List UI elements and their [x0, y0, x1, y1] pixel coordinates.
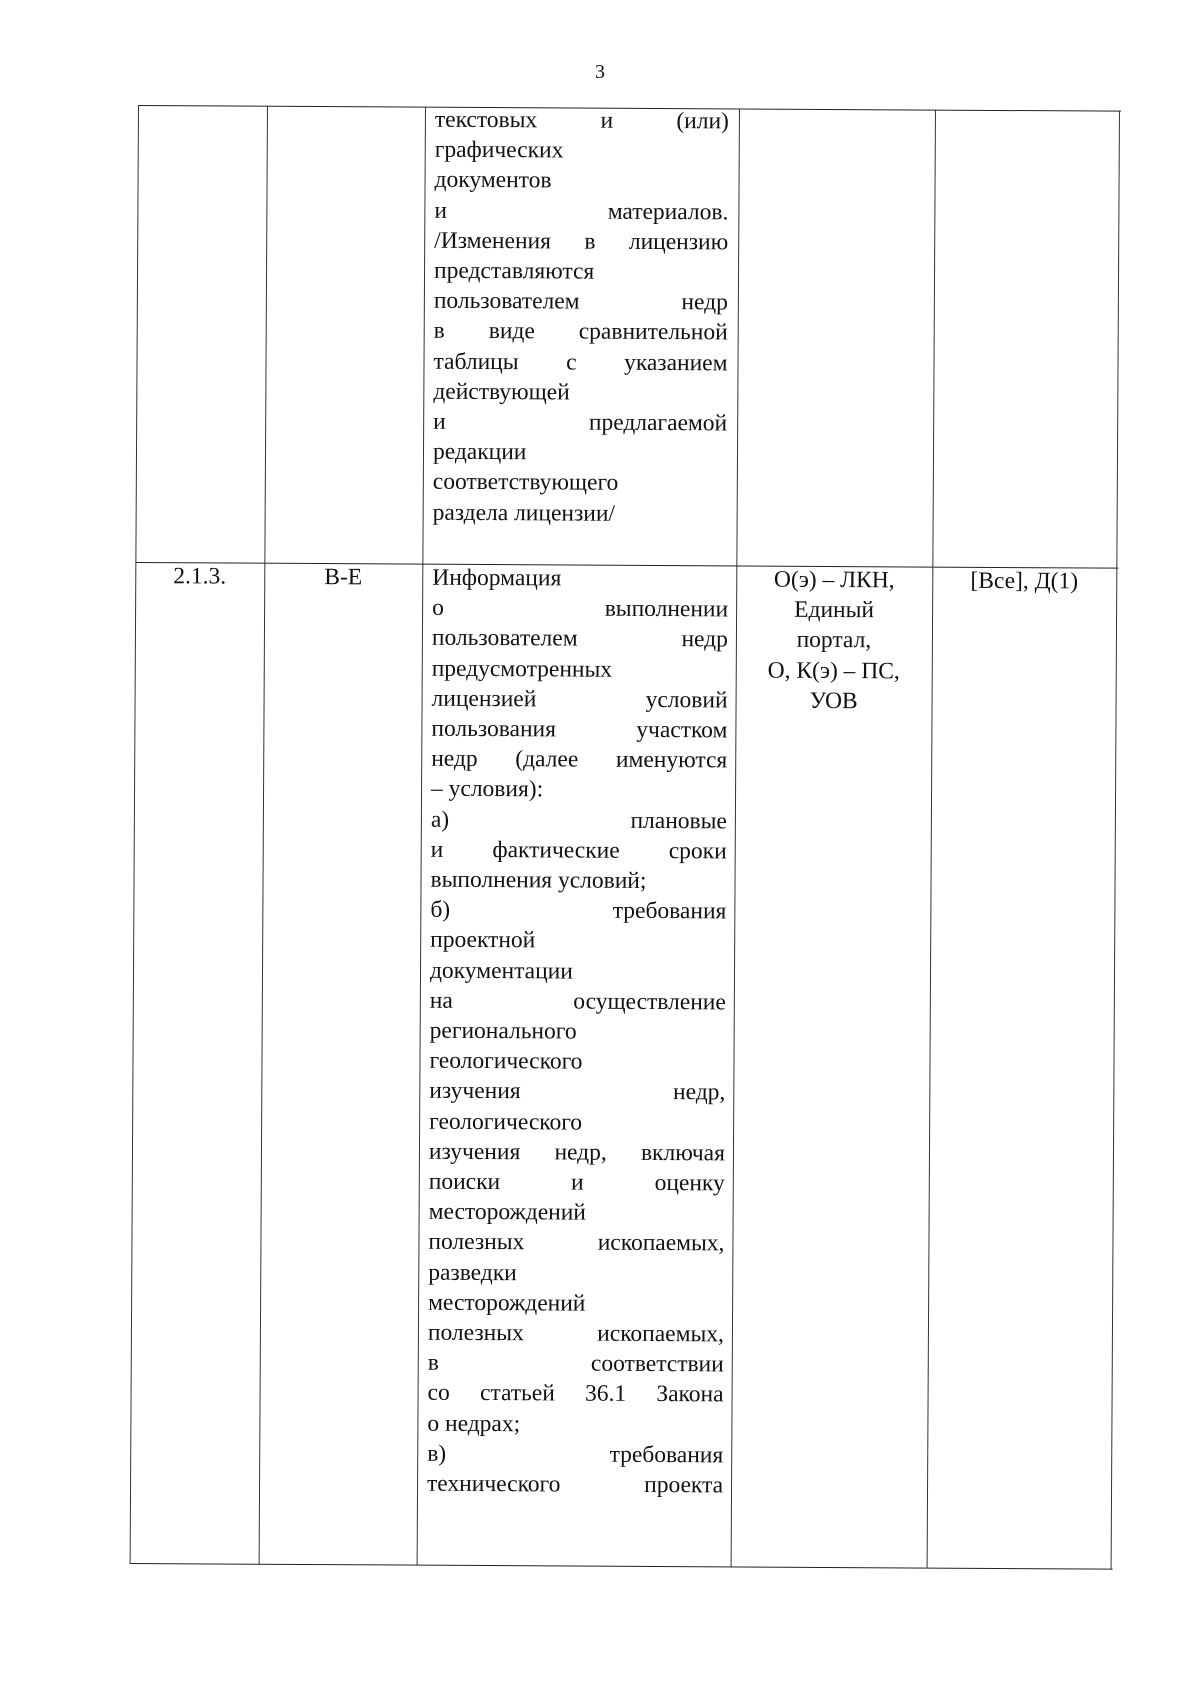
table-cell-number: [135, 105, 267, 563]
cell-text-line: Единый: [794, 596, 875, 624]
cell-text-line: текстовых и (или): [434, 106, 729, 135]
cell-text-line: УОВ: [809, 687, 858, 714]
cell-text-line: действующей: [433, 378, 570, 406]
table-cell-code: В-Е: [324, 564, 363, 591]
cell-text-line: и предлагаемой: [433, 408, 728, 437]
table-cell-description: [433, 105, 729, 530]
cell-text-line: О(э) – ЛКН,: [773, 566, 895, 594]
cell-text-line: раздела лицензии/: [432, 499, 616, 527]
cell-text-line: пользователем недр: [431, 625, 729, 653]
cell-text-line: пользования участком: [431, 715, 728, 744]
cell-text-line: разведки: [428, 1259, 517, 1286]
cell-text-line: выполнения условий;: [430, 866, 647, 894]
cell-text-line: лицензией условий: [431, 685, 728, 714]
data-table: [130, 105, 1121, 1570]
cell-text-line: изучения недр, включая: [428, 1138, 726, 1167]
cell-text-line: месторождений: [428, 1198, 586, 1226]
page-number: 3: [595, 61, 605, 83]
cell-text-line: а) плановые: [430, 806, 727, 835]
cell-text-line: о выполнении: [432, 594, 729, 623]
cell-text-line: полезных ископаемых,: [428, 1229, 725, 1257]
cell-text-line: изучения недр,: [429, 1078, 726, 1106]
cell-text-line: месторождений: [428, 1289, 586, 1317]
table-bottom-border: [130, 1563, 1113, 1570]
cell-text-line: со статьей 36.1 Закона: [427, 1380, 724, 1408]
cell-text-line: графических: [434, 136, 564, 164]
table-cell-access: [Все], Д(1): [970, 567, 1079, 595]
table-cell-access: [932, 110, 1119, 568]
cell-text-line: предусмотренных: [431, 655, 613, 683]
cell-text-line: проектной: [430, 927, 536, 954]
cell-text-line: технического проекта: [426, 1470, 724, 1499]
cell-text-line: О, К(э) – ПС,: [767, 657, 900, 685]
cell-text-line: соответствующего: [432, 469, 619, 497]
cell-text-line: в) требования: [427, 1440, 724, 1469]
cell-text-line: и фактические сроки: [430, 836, 727, 865]
cell-text-line: на осуществление: [429, 987, 726, 1016]
cell-text-line: документации: [429, 957, 573, 985]
table-cell-source: [735, 564, 932, 716]
cell-text-line: портал,: [796, 627, 872, 654]
cell-text-line: в виде сравнительной: [433, 318, 728, 346]
cell-text-line: редакции: [432, 438, 527, 466]
cell-text-line: б) требования: [430, 896, 727, 925]
cell-text-line: полезных ископаемых,: [427, 1319, 725, 1348]
cell-text-line: геологического: [429, 1047, 583, 1075]
cell-text-line: пользователем недр: [433, 287, 728, 316]
cell-text-line: таблицы с указанием: [433, 348, 728, 377]
cell-text-line: регионального: [429, 1017, 577, 1045]
table-cell-code: [264, 106, 425, 564]
table-cell-number: 2.1.3.: [173, 563, 227, 590]
cell-text-line: /Изменения в лицензию: [434, 227, 729, 256]
cell-text-line: представляются: [433, 257, 595, 285]
cell-text-line: – условия):: [430, 776, 544, 803]
cell-text-line: о недрах;: [427, 1410, 521, 1437]
cell-text-line: геологического: [429, 1108, 583, 1136]
cell-text-line: недр (далее именуются: [431, 745, 728, 774]
table-cell-source: [736, 108, 935, 566]
cell-text-line: документов: [434, 167, 552, 194]
table-cell-description: [427, 563, 728, 1501]
cell-text-line: и материалов.: [434, 197, 729, 226]
cell-text-line: Информация: [432, 564, 562, 592]
cell-text-line: в соответствии: [427, 1349, 724, 1378]
cell-text-line: поиски и оценку: [428, 1168, 725, 1197]
